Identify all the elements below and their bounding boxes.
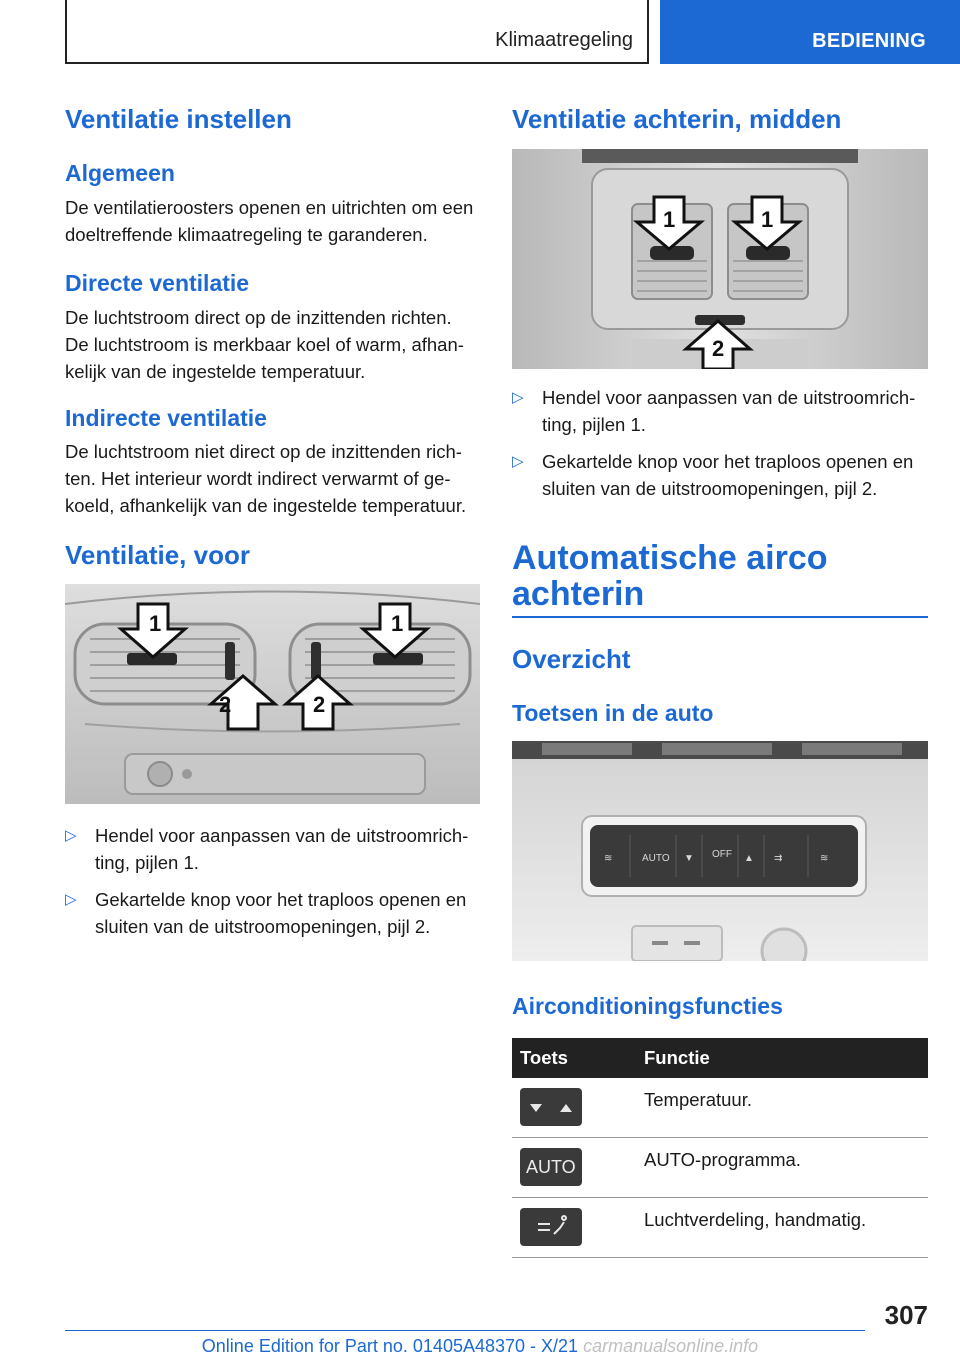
panel-off-label: OFF [712,849,732,860]
front-vents-illustration [65,584,480,804]
front-label-1a: 1 [149,611,162,636]
heading-auto-ac-rear: Automatische airco achterin [512,539,828,613]
table-row [512,1078,928,1138]
function-text: Temperatuur. [644,1089,752,1110]
heading-rear-center-ventilation: Ventilatie achterin, midden [512,104,842,134]
front-label-2b: 2 [313,692,326,717]
text-general: De ventilatieroosters openen en uitrichten om een doeltreffende klimaatregeling te garanderen. [65,197,474,245]
panel-temp-up-icon: ▲ [744,853,754,864]
heading-overview: Overzicht [512,644,631,674]
heading-direct-ventilation: Directe ventilatie [65,270,250,296]
heading-ac-functions: Airconditioningsfuncties [512,993,783,1019]
section-tab [65,0,649,64]
chapter-title: BEDIENING [812,30,926,52]
rear-vents-figure [512,149,928,369]
list-item: ▷ Gekartelde knop voor het traploos openen en sluiten van de uitstroomopeningen, pijl 2. [65,886,480,940]
rear-vents-illustration [512,149,928,369]
watermark-logo: carmanualsonline.info [583,1336,759,1356]
chapter-tab [660,0,960,64]
control-panel-figure [512,741,928,961]
ac-functions-table [512,1038,928,1258]
section-rule [512,616,928,618]
table-row [512,1138,928,1198]
rear-vents-list [512,384,928,512]
function-text: Luchtverdeling, handmatig. [644,1209,867,1230]
front-vents-list [65,822,480,950]
page-header [0,0,960,64]
heading-ventilation-setup: Ventilatie instellen [65,104,292,134]
section-title: Klimaatregeling [495,29,633,51]
footer-rule [65,1330,865,1331]
temperature-arrows-icon [520,1088,582,1126]
rear-label-1b: 1 [761,207,774,232]
triangle-bullet-icon: ▷ [512,453,524,470]
col-header-function: Functie [644,1047,710,1068]
panel-auto-label: AUTO [642,853,670,864]
col-header-key: Toets [520,1047,568,1068]
heading-front-ventilation: Ventilatie, voor [65,540,250,570]
front-vents-figure [65,584,480,804]
page-number: 307 [884,1300,928,1330]
heading-buttons-in-car: Toetsen in de auto [512,700,714,726]
front-label-2a: 2 [219,692,232,717]
heading-indirect-ventilation: Indirecte ventilatie [65,405,267,431]
panel-temp-down-icon: ▼ [684,853,694,864]
control-panel-illustration [512,741,928,961]
rear-label-1a: 1 [663,207,676,232]
text-indirect-ventilation: De luchtstroom niet direct op de inzittenden rich-ten. Het interieur wordt indirect verwarmt of ge-koeld, afhankelijk van de ingestelde temperatuur. [65,441,467,516]
table-header [512,1038,928,1078]
list-item: ▷ Hendel voor aanpassen van de uitstroomrich-ting, pijlen 1. [65,822,480,876]
text-direct-ventilation: De luchtstroom direct op de inzittenden richten. De luchtstroom is merkbaar koel of warm, afhan-kelijk van de ingestelde temperatuur. [65,307,464,382]
heading-general: Algemeen [65,160,175,186]
function-text: AUTO-programma. [644,1149,801,1170]
triangle-bullet-icon: ▷ [65,827,77,844]
triangle-bullet-icon: ▷ [512,389,524,406]
triangle-bullet-icon: ▷ [65,891,77,908]
list-item: ▷ Hendel voor aanpassen van de uitstroomrich-ting, pijlen 1. [512,384,928,438]
footer-edition: Online Edition for Part no. 01405A48370 - X/21 carmanualsonline.info [201,1336,759,1356]
seat-heat-left-icon: ≋ [604,853,613,864]
table-row [512,1198,928,1258]
rear-label-2: 2 [712,336,725,361]
front-label-1b: 1 [391,611,404,636]
seat-heat-right-icon: ≋ [820,853,829,864]
panel-distribution-icon: ⇉ [774,853,783,864]
auto-button-icon [520,1148,582,1186]
air-distribution-icon [520,1208,582,1246]
auto-key-label: AUTO [526,1157,576,1177]
list-item: ▷ Gekartelde knop voor het traploos openen en sluiten van de uitstroomopeningen, pijl 2. [512,448,928,502]
